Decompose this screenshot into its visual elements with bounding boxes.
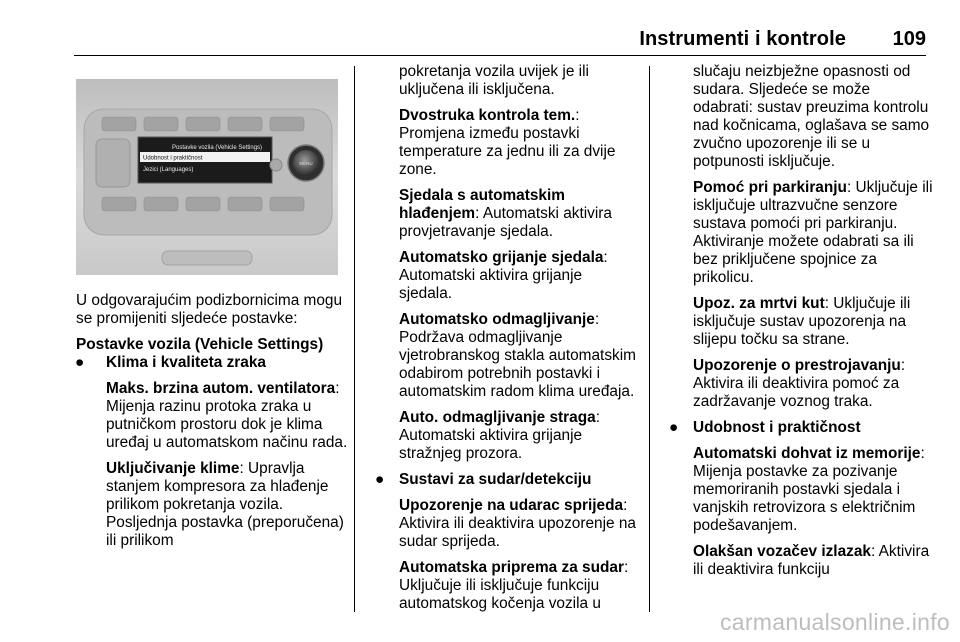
item-text: Aktivira ili deaktivira upozorenje na sudar sprijeda.	[399, 515, 636, 550]
bullet-collision	[370, 471, 639, 489]
item-label: Olakšan vozačev izlazak	[693, 543, 871, 560]
bullet-title-climate: Klima i kvaliteta zraka	[106, 354, 266, 371]
item-text: Aktivira ili deaktivira funkciju	[693, 543, 930, 578]
item-text: Mijenja razinu protoka zraka u putničkom prostoru dok je klima uređaj u automatskom načinu rada.	[106, 398, 348, 451]
item-label: Automatska priprema za sudar	[399, 559, 624, 576]
item-text: Mijenja postavke za pozivanje memoriranih postavki sjedala i vanjskih retrovizora s električnim podešavanjem.	[693, 463, 916, 534]
item-label: Sjedala s automatskim hlađenjem	[399, 187, 565, 222]
infotainment-panel-photo	[76, 79, 338, 275]
item-easy-exit: Olakšan vozačev izlazak: Aktivira ili deaktivira funkciju	[693, 543, 930, 578]
item-label: Dvostruka kontrola tem.	[399, 107, 576, 124]
item-text: Automatski aktivira grijanje sjedala.	[399, 267, 583, 302]
item-blind-spot: Upoz. za mrtvi kut: Uključuje ili isključuje sustav upozorenja na slijepu točku sa strane.	[693, 295, 911, 348]
page-number: 109	[892, 28, 926, 50]
item-ac-on: Uključivanje klime: Upravlja stanjem kompresora za hlađenje prilikom pokretanja vozila. Posljednja postavka (preporučena) ili prilikom	[106, 460, 344, 549]
item-front-collision-alert: Upozorenje na udarac sprijeda: Aktivira ili deaktivira upozorenje na sudar sprijeda.	[399, 497, 636, 550]
column-3	[669, 63, 933, 579]
menu-item-comfort: Udobnost i praktičnost	[143, 155, 203, 162]
column-divider-2	[649, 66, 650, 612]
watermark: carmanualsonline.info	[719, 609, 950, 635]
item-label: Uključivanje klime	[106, 460, 240, 477]
item-label: Pomoć pri parkiranju	[693, 179, 847, 196]
item-text: Aktivira ili deaktivira pomoć za zadržavanje voznog traka.	[693, 375, 900, 410]
item-label: Automatsko grijanje sjedala	[399, 249, 604, 266]
item-label: Auto. odmagljivanje straga	[399, 409, 596, 426]
intro-text: U odgovarajućim podizbornicima mogu se promijeniti sljedeće postavke:	[76, 292, 343, 327]
item-auto-memory-recall: Automatski dohvat iz memorije: Mijenja postavke za pozivanje memoriranih postavki sjedala i vanjskih retrovizora s električnim podešavanjem.	[693, 445, 925, 534]
item-park-assist: Pomoć pri parkiranju: Uključuje ili isključuje ultrazvučne senzore sustava pomoći pri parkiranju. Aktiviranje možete odabrati sa ili bez priključene spojnice za prikolicu.	[693, 179, 933, 286]
bullet-climate	[76, 354, 348, 372]
item-text: Uključuje ili isključuje ultrazvučne senzore sustava pomoći pri parkiranju. Aktiviranje možete odabrati sa ili bez priključene spojnice za prikolicu.	[693, 179, 933, 286]
item-text: Automatski aktivira provjetravanje sjedala.	[399, 205, 612, 240]
item-auto-collision-prep: Automatska priprema za sudar: Uključuje ili isključuje funkciju automatskog kočenja vozila u	[399, 559, 629, 612]
column-divider-1	[354, 66, 355, 612]
bullet-title-collision: Sustavi za sudar/detekciju	[399, 471, 592, 488]
knob-label: MENU	[299, 161, 313, 166]
item-label: Automatski dohvat iz memorije	[693, 445, 921, 462]
item-dual-temp: Dvostruka kontrola tem.: Promjena između postavki temperature za jednu ili za dvije zone.	[399, 107, 616, 178]
item-label: Upoz. za mrtvi kut	[693, 295, 825, 312]
header-title: Instrumenti i kontrole	[639, 28, 846, 50]
continued-text: pokretanja vozila uvijek je ili uključena ili isključena.	[399, 63, 589, 98]
bullet-dot: ●	[669, 419, 679, 436]
column-1	[76, 292, 348, 550]
bullet-title-comfort: Udobnost i praktičnost	[693, 419, 861, 436]
item-lane-warning: Upozorenje o prestrojavanju: Aktivira ili deaktivira pomoć za zadržavanje voznog traka.	[693, 357, 906, 410]
column-2	[375, 63, 639, 613]
item-auto-rear-defog: Auto. odmagljivanje straga: Automatski aktivira grijanje stražnjeg prozora.	[399, 409, 600, 462]
item-label: Automatsko odmagljivanje	[399, 311, 595, 328]
section-title-vehicle-settings: Postavke vozila (Vehicle Settings)	[76, 336, 324, 353]
item-auto-heated-seats: Automatsko grijanje sjedala: Automatski aktivira grijanje sjedala.	[399, 249, 608, 302]
continued-text: slučaju neizbježne opasnosti od sudara. Sljedeće se može odabrati: sustav preuzima kontrolu nad kočnicama, oglašava se samo zvučno upozorenje ili se u potpunosti isključuje.	[693, 63, 930, 170]
bullet-dot: ●	[375, 471, 385, 488]
bullet-comfort	[664, 419, 933, 437]
item-text: Podržava odmagljivanje vjetrobranskog stakla automatskim odabirom potrebnih postavki i automatskim radom klima uređaja.	[399, 329, 636, 400]
header-rule	[74, 55, 926, 56]
item-label: Upozorenje na udarac sprijeda	[399, 497, 624, 514]
page-header	[74, 28, 926, 52]
item-auto-cooled-seats: Sjedala s automatskim hlađenjem: Automatski aktivira provjetravanje sjedala.	[399, 187, 612, 240]
item-auto-defog: Automatsko odmagljivanje: Podržava odmagljivanje vjetrobranskog stakla automatskim odabirom potrebnih postavki i automatskim radom klima uređaja.	[399, 311, 636, 400]
item-text: Uključuje ili isključuje sustav upozorenja na slijepu točku sa strane.	[693, 295, 911, 348]
item-text: Promjena između postavki temperature za jednu ili za dvije zone.	[399, 125, 616, 178]
bullet-dot: ●	[75, 354, 85, 371]
menu-item-vehicle-settings: Postavke vozila (Vehicle Settings)	[172, 145, 263, 151]
item-label: Upozorenje o prestrojavanju	[693, 357, 901, 374]
item-text: Uključuje ili isključuje funkciju automatskog kočenja vozila u	[399, 577, 601, 612]
item-text: Upravlja stanjem kompresora za hlađenje prilikom pokretanja vozila. Posljednja postavka (preporučena) ili prilikom	[106, 460, 344, 549]
item-max-fan-speed: Maks. brzina autom. ventilatora: Mijenja razinu protoka zraka u putničkom prostoru dok je klima uređaj u automatskom načinu rada.	[106, 380, 348, 451]
item-text: Automatski aktivira grijanje stražnjeg prozora.	[399, 427, 583, 462]
item-label: Maks. brzina autom. ventilatora	[106, 380, 336, 397]
menu-item-languages: Jezici (Languages)	[143, 167, 194, 173]
